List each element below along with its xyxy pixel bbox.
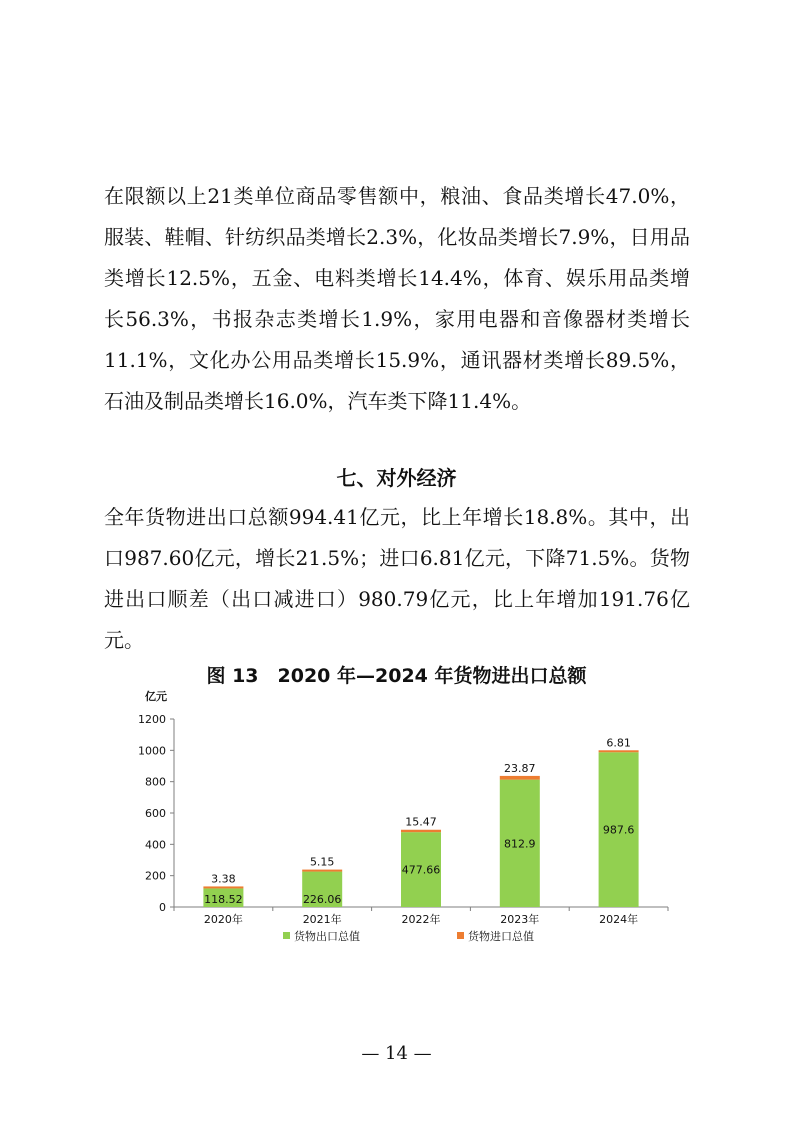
legend-swatch xyxy=(457,932,464,939)
chart-title: 图 13 2020 年—2024 年货物进出口总额 xyxy=(206,665,587,687)
y-tick-label: 1200 xyxy=(138,713,166,726)
y-tick-label: 400 xyxy=(145,838,166,852)
x-tick-label: 2023年 xyxy=(500,913,540,926)
import-bar xyxy=(401,830,441,832)
export-data-label: 987.6 xyxy=(602,823,635,837)
section-heading: 七、对外经济 xyxy=(336,466,457,490)
export-data-label: 118.52 xyxy=(204,893,243,906)
import-data-label: 5.15 xyxy=(309,855,335,869)
import-data-label: 15.47 xyxy=(405,815,437,829)
y-tick-label: 600 xyxy=(145,807,166,820)
legend-label: 货物出口总值 xyxy=(294,930,360,943)
y-tick-label: 800 xyxy=(145,775,166,789)
export-data-label: 812.9 xyxy=(504,837,536,851)
y-tick-label: 1000 xyxy=(138,744,166,758)
export-data-label: 226.06 xyxy=(302,893,342,906)
y-tick-label: 0 xyxy=(159,901,166,914)
import-bar xyxy=(599,750,639,752)
x-tick-label: 2022年 xyxy=(401,913,441,926)
import-bar xyxy=(500,776,540,780)
y-axis-label: 亿元 xyxy=(145,690,167,703)
legend-swatch xyxy=(283,932,290,939)
import-bar xyxy=(302,870,342,872)
y-tick-label: 200 xyxy=(145,869,166,883)
foreign-trade-paragraph: 全年货物进出口总额994.41亿元，比上年增长18.8%。其中，出口987.60亿元，增长21.5%；进口6.81亿元，下降71.5%。货物进出口顺差（出口减进口）980.79亿元，比上年增加191.76亿元。 xyxy=(104,505,690,652)
import-bar xyxy=(203,886,243,888)
import-data-label: 6.81 xyxy=(606,736,631,750)
page-number: — 14 — xyxy=(361,1043,432,1064)
retail-detail-paragraph: 在限额以上21类单位商品零售额中，粮油、食品类增长47.0%，服装、鞋帽、针纺织品类增长2.3%，化妆品类增长7.9%，日用品类增长12.5%，五金、电料类增长14.4%，体育、娱乐用品类增长56.3%，书报杂志类增长1.9%，家用电器和音像器材类增长11.1%，文化办公用品类增长15.9%，通讯器材类增长89.5%，石油及制品类增长16.0%，汽车类下降11.4%。 xyxy=(104,184,690,413)
x-tick-label: 2024年 xyxy=(599,913,639,926)
export-data-label: 477.66 xyxy=(401,863,441,877)
import-data-label: 23.87 xyxy=(504,761,536,775)
x-tick-label: 2021年 xyxy=(302,913,342,926)
legend-label: 货物进口总值 xyxy=(468,930,534,943)
import-data-label: 3.38 xyxy=(211,872,236,886)
x-tick-label: 2020年 xyxy=(203,913,243,926)
